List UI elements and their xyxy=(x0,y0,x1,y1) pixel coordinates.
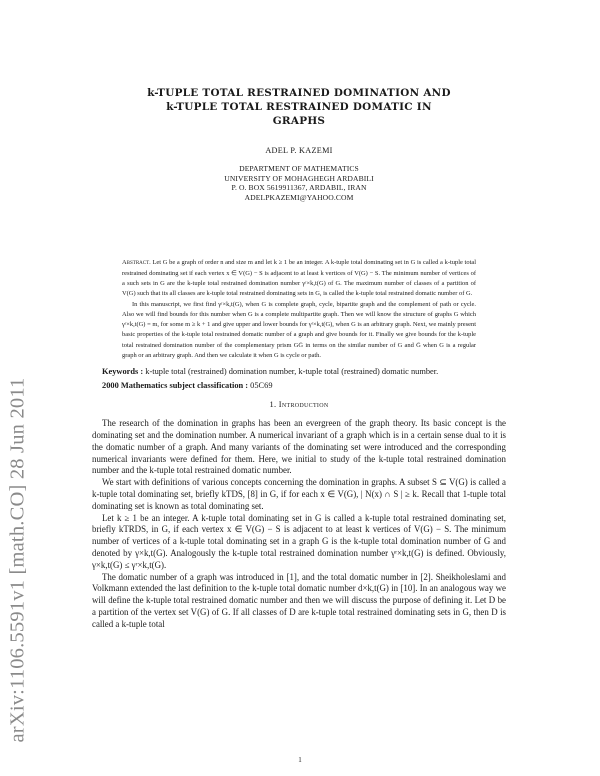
affiliation xyxy=(92,164,506,202)
abstract xyxy=(122,258,476,361)
body-paragraph: Let k ≥ 1 be an integer. A k-tuple total dominating set in G is called a k-tuple total restrained dominating set, briefly kTRDS, in G, if each vertex x ∈ V(G) − S is adjacent to at least k vertices of V(G) − S. The minimum number of vertices of a k-tuple total dominating set in a graph G is the k-tuple total domination number of G and denoted by γ×k,t(G). Analogously the k-tuple total restrained domination number γʳ×k,t(G) is defined. Obviously, γ×k,t(G) ≤ γʳ×k,t(G). xyxy=(92,512,506,570)
keywords-text: k-tuple total (restrained) domination number, k-tuple total (restrained) domatic number. xyxy=(145,367,439,377)
body-paragraph: The research of the domination in graphs has been an evergreen of the graph theory. Its basic concept is the dominating set and the domination number. A numerical invariant of a graph which is in a certain sense dual to it is the domatic number of a graph. And many variants of the dominating set were introduced and the corresponding numerical invariants were defined for them. Here, we initial to study of the k-tuple total restrained domination number and the k-tuple total restrained domatic number. xyxy=(92,418,506,476)
affiliation-line: DEPARTMENT OF MATHEMATICS xyxy=(239,164,359,173)
body-text xyxy=(92,418,506,630)
affiliation-email: ADELPKAZEMI@YAHOO.COM xyxy=(244,192,354,202)
affiliation-line: P. O. BOX 5619911367, ARDABIL, IRAN xyxy=(231,183,367,193)
body-paragraph: We start with definitions of various concepts concerning the domination in graphs. A subset S ⊆ V(G) is called a k-tuple total dominating set, briefly kTDS, [8] in G, if for each x ∈ V(G), | N(x) ∩ S | ≥ k. Recall that 1-tuple total dominating set is known as total dominating set. xyxy=(92,477,506,511)
keywords xyxy=(92,367,506,377)
author-name: ADEL P. KAZEMI xyxy=(265,146,333,155)
abstract-label: Abstract. xyxy=(122,259,151,267)
msc-label: 2000 Mathematics subject classification : xyxy=(102,380,249,390)
msc-classification xyxy=(92,381,506,391)
arxiv-sidebar xyxy=(0,0,36,776)
keywords-label: Keywords : xyxy=(102,367,144,377)
page-number: 1 xyxy=(298,756,302,764)
paper-page xyxy=(92,86,506,631)
arxiv-identifier: arXiv:1106.5591v1 [math.CO] 28 Jun 2011 xyxy=(6,377,29,743)
abstract-text: Let G be a graph of order n and size m and let k ≥ 1 be an integer. A k-tuple total dominating set in G is called a k-tuple total restrained dominating set if each vertex x ∈ V(G) − S is adjacent to at least k vertices of V(G) − S. The minimum number of vertices of a such sets in G are the k-tuple total restrained domination number γʳ×k,t(G) of G. The maximum number of classes of a partition of V(G) such that its all classes are k-tuple total restrained dominating sets in G, is called the k-tuple total restrained domatic number of G. xyxy=(122,259,476,298)
abstract-paragraph: In this manuscript, we first find γʳ×k,t(G), when G is complete graph, cycle, bipartite graph and the complement of path or cycle. Also we will find bounds for this number when G is a complete multipartite graph. Then we will know the structure of graphs G which γʳ×k,t(G) = m, for some m ≥ k + 1 and give upper and lower bounds for γʳ×k,t(G), when G is an arbitrary graph. Next, we mainly present basic properties of the k-tuple total restrained domatic number of a graph and give bounds for it. Finally we give bounds for the k-tuple total restrained domination number of the complementary prism GḠ in terms on the similar number of G and Ḡ when G is a regular graph or an arbitrary graph. And then we calculate it when G is cycle or path. xyxy=(122,300,476,360)
title-line: k-TUPLE TOTAL RESTRAINED DOMATIC IN xyxy=(166,101,432,113)
title-line: GRAPHS xyxy=(272,115,326,127)
body-paragraph: The domatic number of a graph was introduced in [1], and the total domatic number in [2]. Sheikholeslami and Volkmann extended the last definition to the k-tuple total domatic number d×k,t(G) in [10]. In an analogous way we will define the k-tuple total restrained domatic number and then we will discuss the purpose of defining it. Let D be a partition of the vertex set V(G) of G. If all classes of D are k-tuple total restrained dominating sets in G, then D is called a k-tuple total xyxy=(92,571,506,629)
affiliation-line: UNIVERSITY OF MOHAGHEGH ARDABILI xyxy=(224,173,374,183)
msc-value: 05C69 xyxy=(250,380,273,390)
title-line: k-TUPLE TOTAL RESTRAINED DOMINATION AND xyxy=(147,87,451,99)
section-heading: 1. Introduction xyxy=(269,400,329,410)
abstract-paragraph xyxy=(122,258,476,299)
paper-title xyxy=(92,86,506,128)
